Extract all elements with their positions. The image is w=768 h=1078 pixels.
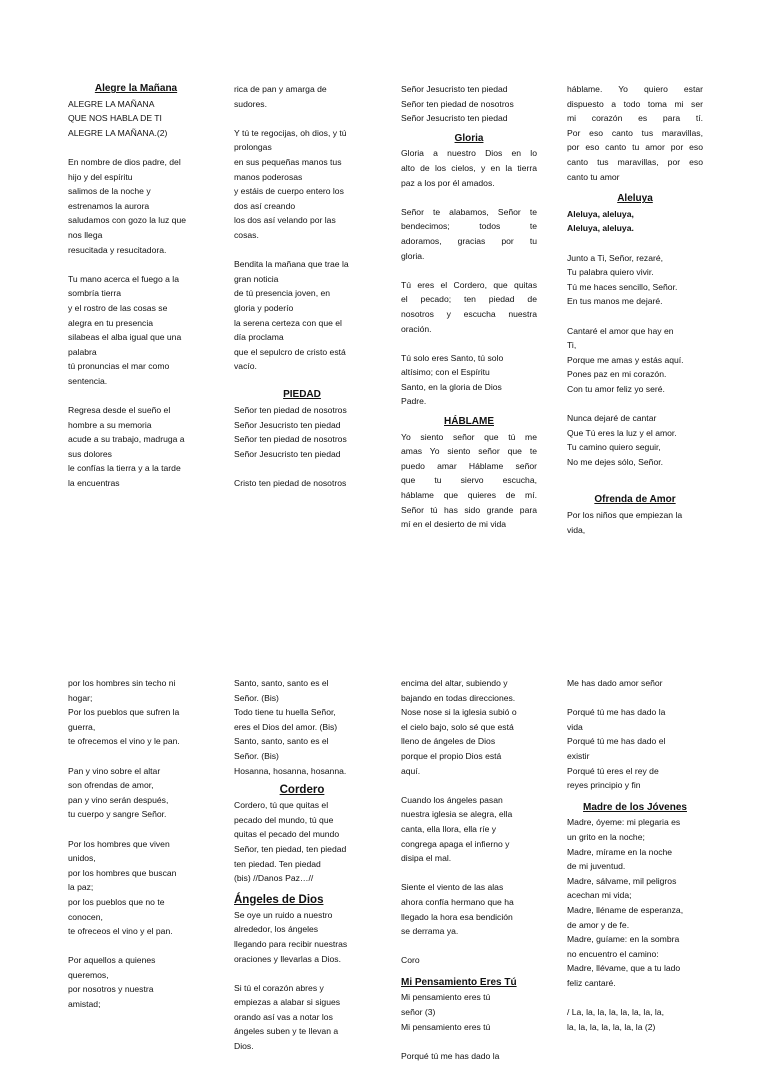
- verse-line: canto tus maravillas, por eso: [567, 156, 703, 167]
- song-title: Ofrenda de Amor: [594, 494, 676, 506]
- verse-line: Nunca dejaré de cantar: [567, 413, 657, 424]
- verse-line: Pan y vino sobre el altar: [68, 765, 161, 776]
- bottom-column-1: [68, 676, 204, 1026]
- verse-line: En nombre de dios padre, del: [68, 156, 181, 167]
- verse-line: Tu camino quiero seguir,: [567, 442, 661, 453]
- verse-line: Si tú el corazón abres y: [234, 982, 324, 993]
- verse: [401, 676, 537, 778]
- song-title: Alegre la Mañana: [94, 83, 178, 94]
- verse: [567, 82, 703, 184]
- verse-line: QUE NOS HABLA DE TI: [68, 113, 162, 124]
- verse-line: Aleluya, aleluya.: [567, 223, 634, 234]
- verse: [68, 953, 204, 1011]
- verse-line: Porqué tú me has dado el: [567, 736, 666, 747]
- verse-line: Tu mano acerca el fuego a la: [68, 273, 179, 284]
- verse-line: un grito en la noche;: [567, 831, 645, 842]
- verse-line: Señor Jesucristo ten piedad: [401, 84, 508, 94]
- verse-line: ALEGRE LA MAÑANA.(2): [68, 127, 168, 138]
- verse: [234, 403, 370, 461]
- verse-line: Cordero, tú que quitas el: [234, 800, 329, 811]
- verse-line: conocen,: [68, 911, 103, 922]
- verse-line: bendecimos; todos te: [401, 221, 537, 232]
- verse-line: quitas el pecado del mundo: [234, 829, 340, 840]
- verse: [68, 764, 204, 822]
- verse-line: la paz;: [68, 882, 94, 893]
- verse-line: Señor Jesucristo ten piedad: [234, 419, 341, 430]
- verse: [234, 676, 370, 778]
- verse-line: manos poderosas: [234, 171, 303, 182]
- verse-line: Tu palabra quiero vivir.: [567, 267, 654, 278]
- verse-line: la encuentras: [68, 478, 120, 489]
- verse: [567, 1005, 703, 1034]
- verse-line: Coro: [401, 955, 420, 966]
- verse: [68, 97, 204, 141]
- top-column-3: [401, 82, 537, 546]
- verse-line: Santo, en la gloria de Dios: [401, 381, 502, 392]
- verse-line: llegado la hora esa bendición: [401, 911, 513, 922]
- verse: [234, 257, 370, 374]
- verse: [401, 82, 537, 126]
- verse-line: disipa el mal.: [401, 853, 452, 864]
- verse: [567, 508, 703, 537]
- verse-line: salimos de la noche y: [68, 186, 151, 197]
- verse-line: acechan mi vida;: [567, 890, 632, 901]
- verse-line: feliz cantaré.: [567, 977, 616, 988]
- verse-line: el pecado; ten piedad de: [401, 294, 537, 305]
- verse: [68, 155, 204, 257]
- verse-line: dispuesto a todo toma mi ser: [567, 98, 703, 109]
- verse-line: acude a su trabajo, madruga a: [68, 434, 185, 445]
- verse: [401, 278, 537, 336]
- verse: [401, 1049, 537, 1064]
- verse-line: Madre, mírame en la noche: [567, 846, 673, 857]
- verse: [234, 908, 370, 966]
- verse-line: No me dejes sólo, Señor.: [567, 456, 664, 467]
- verse-line: Y tú te regocijas, oh dios, y tú: [234, 127, 347, 138]
- verse-line: Porqué tú eres el rey de: [567, 765, 659, 776]
- verse-line: y estáis de cuerpo entero los: [234, 186, 344, 197]
- verse-line: nuestra iglesia se alegra, ella: [401, 809, 513, 820]
- verse-line: Pones paz en mi corazón.: [567, 369, 667, 380]
- verse-line: Señor tú has sido grande para: [401, 504, 537, 515]
- verse: [567, 251, 703, 309]
- verse-line: de mi juventud.: [567, 861, 626, 872]
- verse-line: porque el propio Dios está: [401, 750, 502, 761]
- verse-line: Junto a Ti, Señor, rezaré,: [567, 252, 664, 263]
- verse-line: amas Yo siento señor que te: [401, 446, 537, 457]
- verse-line: reyes principio y fin: [567, 780, 641, 791]
- verse-line: gloria y poderío: [234, 302, 294, 313]
- verse-line: pecado del mundo, tú que: [234, 814, 334, 825]
- top-column-2: [234, 82, 370, 505]
- verse-line: ALEGRE LA MAÑANA: [68, 98, 155, 109]
- song-title: HÁBLAME: [444, 416, 494, 428]
- song-title: PIEDAD: [283, 389, 321, 401]
- verse-line: tú pronuncias el mar como: [68, 361, 170, 372]
- verse: [567, 324, 703, 397]
- verse-line: Señor Jesucristo ten piedad: [401, 113, 508, 124]
- verse-line: sus dolores: [68, 448, 112, 459]
- bottom-column-3: [401, 676, 537, 1078]
- verse-line: Mi pensamiento eres tú: [401, 992, 491, 1003]
- verse-line: estrenamos la aurora: [68, 200, 150, 211]
- verse-line: señor (3): [401, 1007, 436, 1018]
- verse-line: Señor ten piedad de nosotros: [234, 434, 347, 445]
- verse-line: Por los niños que empiezan la: [567, 510, 683, 521]
- verse: [567, 676, 703, 691]
- verse-line: que el sepulcro de cristo está: [234, 346, 346, 357]
- bottom-column-4: [567, 676, 703, 1049]
- verse-line: y el rostro de las cosas se: [68, 302, 168, 313]
- song-title: Aleluya: [617, 193, 653, 205]
- verse-line: Madre, sálvame, mil peligros: [567, 875, 677, 886]
- verse-line: unidos,: [68, 853, 96, 864]
- verse-line: Aleluya, aleluya,: [567, 208, 634, 219]
- verse-line: Señor te alabamos, Señor te: [401, 206, 537, 217]
- verse-line: gloria.: [401, 250, 425, 261]
- verse-line: vacío.: [234, 361, 257, 372]
- verse-line: vida: [567, 721, 583, 732]
- verse-line: Madre, llévame, que a tu lado: [567, 963, 681, 974]
- verse-line: ten piedad. Ten piedad: [234, 858, 321, 869]
- verse-line: silabeas el alba igual que una: [68, 332, 182, 343]
- verse: [234, 798, 370, 886]
- verse-line: háblame que quieres de mí.: [401, 490, 537, 501]
- verse-line: aquí.: [401, 765, 421, 776]
- verse-line: ahora confía hermano que ha: [401, 896, 514, 907]
- song-title: Cordero: [279, 784, 325, 797]
- verse: [401, 146, 537, 190]
- verse-line: son ofrendas de amor,: [68, 780, 154, 791]
- verse-line: alegra en tu presencia: [68, 317, 154, 328]
- verse-line: eres el Dios del amor. (Bis): [234, 721, 338, 732]
- verse: [401, 793, 537, 866]
- verse-line: Señor. (Bis): [234, 750, 279, 761]
- verse-line: vida,: [567, 524, 586, 535]
- verse: [401, 205, 537, 263]
- verse-line: Madre, óyeme: mi plegaria es: [567, 817, 681, 828]
- verse-line: Todo tiene tu huella Señor,: [234, 707, 336, 718]
- bottom-column-2: [234, 676, 370, 1068]
- verse-line: adoramos, gracias por tu: [401, 235, 537, 246]
- verse-line: Nose nose si la iglesia subió o: [401, 707, 517, 718]
- song-title: Ángeles de Dios: [234, 893, 324, 906]
- verse-line: Gloria a nuestro Dios en lo: [401, 148, 537, 159]
- verse-line: Tú me haces sencillo, Señor.: [567, 281, 678, 292]
- verse-line: nosotros y escucha nuestra: [401, 308, 537, 319]
- verse-line: Ti,: [567, 340, 577, 351]
- verse-line: canta, ella llora, ella ríe y: [401, 823, 497, 834]
- verse-line: queremos,: [68, 969, 109, 980]
- verse-line: de tú presencia joven, en: [234, 288, 331, 299]
- verse-line: Señor. (Bis): [234, 692, 279, 703]
- verse-line: no encuentro el camino:: [567, 948, 659, 959]
- verse-line: tu cuerpo y sangre Señor.: [68, 809, 167, 820]
- verse-line: te ofreceos el vino y el pan.: [68, 926, 173, 937]
- verse-line: Cristo ten piedad de nosotros: [234, 478, 347, 489]
- verse-line: mí en el desierto de mi vida: [401, 519, 507, 530]
- verse-line: Señor, ten piedad, ten piedad: [234, 843, 347, 854]
- verse-line: sudores.: [234, 98, 267, 109]
- verse-line: empiezas a alabar si sigues: [234, 997, 341, 1008]
- top-column-4: [567, 82, 703, 552]
- verse-line: hogar;: [68, 692, 93, 703]
- verse-line: nos llega: [68, 229, 103, 240]
- verse-line: oraciones y llevarlas a Dios.: [234, 953, 341, 964]
- verse-line: prolongas: [234, 142, 272, 153]
- verse-line: existir: [567, 750, 590, 761]
- verse-line: / La, la, la, la, la, la, la, la,: [567, 1007, 664, 1018]
- verse-line: Porque me amas y estás aquí.: [567, 354, 684, 365]
- verse-line: bajando en todas direcciones.: [401, 692, 516, 703]
- verse: [401, 880, 537, 938]
- verse: [68, 403, 204, 491]
- verse: [234, 82, 370, 111]
- verse-line: el cielo bajo, solo sé que está: [401, 721, 514, 732]
- verse-line: háblame. Yo quiero estar: [567, 84, 703, 94]
- verse: [401, 351, 537, 409]
- verse: [234, 981, 370, 1054]
- verse-line: Dios.: [234, 1041, 254, 1052]
- verse-line: le confías la tierra y a la tarde: [68, 463, 181, 474]
- verse-line: por los hombres sin techo ni: [68, 678, 176, 688]
- verse-line: Por aquellos a quienes: [68, 955, 156, 966]
- verse-line: ángeles suben y te llevan a: [234, 1026, 339, 1037]
- verse-line: canto tu amor: [567, 171, 620, 182]
- verse: [567, 411, 703, 469]
- verse-line: Yo siento señor que tú me: [401, 431, 537, 442]
- verse: [68, 272, 204, 389]
- verse: [68, 676, 204, 749]
- verse-line: día proclama: [234, 332, 284, 343]
- verse-line: Hosanna, hosanna, hosanna.: [234, 765, 347, 776]
- verse-line: pan y vino serán después,: [68, 794, 169, 805]
- verse-line: encima del altar, subiendo y: [401, 678, 508, 688]
- verse-line: Padre.: [401, 396, 427, 407]
- verse: [567, 705, 703, 793]
- verse-line: Porqué tú me has dado la: [567, 707, 666, 718]
- verse: [401, 990, 537, 1034]
- verse-line: Bendita la mañana que trae la: [234, 259, 349, 270]
- verse-line: alrededor, los ángeles: [234, 924, 319, 935]
- verse-line: puedo amar Háblame señor: [401, 460, 537, 471]
- verse-line: alto de los cielos, y en la tierra: [401, 162, 537, 173]
- verse-line: Me has dado amor señor: [567, 678, 663, 688]
- verse-line: hijo y del espíritu: [68, 171, 133, 182]
- verse: [567, 207, 703, 236]
- verse-line: (bis) //Danos Paz…//: [234, 873, 314, 884]
- verse: [68, 837, 204, 939]
- verse-line: congrega apaga el infierno y: [401, 838, 510, 849]
- verse-line: Madre, lléname de esperanza,: [567, 904, 684, 915]
- verse-line: Santo, santo, santo es el: [234, 678, 329, 688]
- verse-line: la serena certeza con que el: [234, 317, 342, 328]
- verse: [234, 126, 370, 243]
- verse-line: te ofrecemos el vino y le pan.: [68, 736, 180, 747]
- verse-line: dos así creando: [234, 200, 296, 211]
- verse-line: Con tu amor feliz yo seré.: [567, 383, 665, 394]
- verse-line: gran noticia: [234, 273, 279, 284]
- verse-line: Tú eres el Cordero, que quitas: [401, 279, 537, 290]
- verse-line: por los hombres que buscan: [68, 867, 177, 878]
- verse-line: Madre, guíame: en la sombra: [567, 934, 680, 945]
- verse-line: por los pueblos que no te: [68, 896, 165, 907]
- verse: [567, 815, 703, 990]
- verse-line: oración.: [401, 323, 432, 334]
- verse-line: Regresa desde el sueño el: [68, 405, 171, 416]
- verse-line: orando así vas a notar los: [234, 1011, 333, 1022]
- verse-line: hombre a su memoria: [68, 419, 152, 430]
- verse-line: por eso canto tu amor por eso: [567, 142, 703, 153]
- verse-line: Por eso canto tus maravillas,: [567, 127, 703, 138]
- verse-line: Mi pensamiento eres tú: [401, 1021, 491, 1032]
- verse-line: los dos así velando por las: [234, 215, 336, 226]
- verse-line: En tus manos me dejaré.: [567, 296, 663, 307]
- verse-line: Cantaré el amor que hay en: [567, 325, 674, 336]
- verse-line: rica de pan y amarga de: [234, 84, 327, 94]
- verse-line: Señor ten piedad de nosotros: [401, 98, 514, 109]
- verse-line: altísimo; con el Espíritu: [401, 367, 490, 378]
- verse-line: palabra: [68, 346, 97, 357]
- verse-line: que tu siervo escucha,: [401, 475, 537, 486]
- verse-line: sentencia.: [68, 375, 108, 386]
- song-title: Gloria: [454, 132, 484, 144]
- verse-line: llegando para recibir nuestras: [234, 938, 348, 949]
- verse-line: Tú solo eres Santo, tú solo: [401, 352, 504, 363]
- verse-line: Que Tú eres la luz y el amor.: [567, 427, 677, 438]
- verse-line: cosas.: [234, 229, 259, 240]
- verse-line: Santo, santo, santo es el: [234, 736, 329, 747]
- verse-line: Señor Jesucristo ten piedad: [234, 448, 341, 459]
- song-title: Mi Pensamiento Eres Tú: [401, 976, 517, 988]
- verse-line: por nosotros y nuestra: [68, 984, 154, 995]
- verse: [401, 953, 537, 968]
- verse-line: Se oye un ruido a nuestro: [234, 909, 333, 920]
- verse-line: se derrama ya.: [401, 926, 459, 937]
- verse-line: guerra,: [68, 721, 96, 732]
- verse-line: paz a los por él amados.: [401, 177, 495, 188]
- verse-line: amistad;: [68, 999, 101, 1010]
- verse-line: sombría tierra: [68, 288, 122, 299]
- verse-line: mi corazón es para tí.: [567, 113, 703, 124]
- verse-line: Siente el viento de las alas: [401, 882, 504, 893]
- verse-line: de amor y de fe.: [567, 919, 630, 930]
- top-column-1: [68, 82, 204, 505]
- song-title: Madre de los Jóvenes: [583, 801, 687, 813]
- verse-line: Señor ten piedad de nosotros: [234, 405, 347, 416]
- verse: [234, 476, 370, 491]
- verse-line: Cuando los ángeles pasan: [401, 794, 503, 805]
- verse-line: la, la, la, la, la, la, la (2): [567, 1021, 656, 1032]
- verse-line: en sus pequeñas manos tus: [234, 156, 342, 167]
- verse-line: Por los pueblos que sufren la: [68, 707, 180, 718]
- verse-line: resucitada y resucitadora.: [68, 244, 167, 255]
- verse: [401, 430, 537, 532]
- verse-line: lleno de ángeles de Dios: [401, 736, 496, 747]
- verse-line: Porqué tú me has dado la: [401, 1050, 500, 1061]
- verse-line: Por los hombres que viven: [68, 838, 170, 849]
- verse-line: saludamos con gozo la luz que: [68, 215, 187, 226]
